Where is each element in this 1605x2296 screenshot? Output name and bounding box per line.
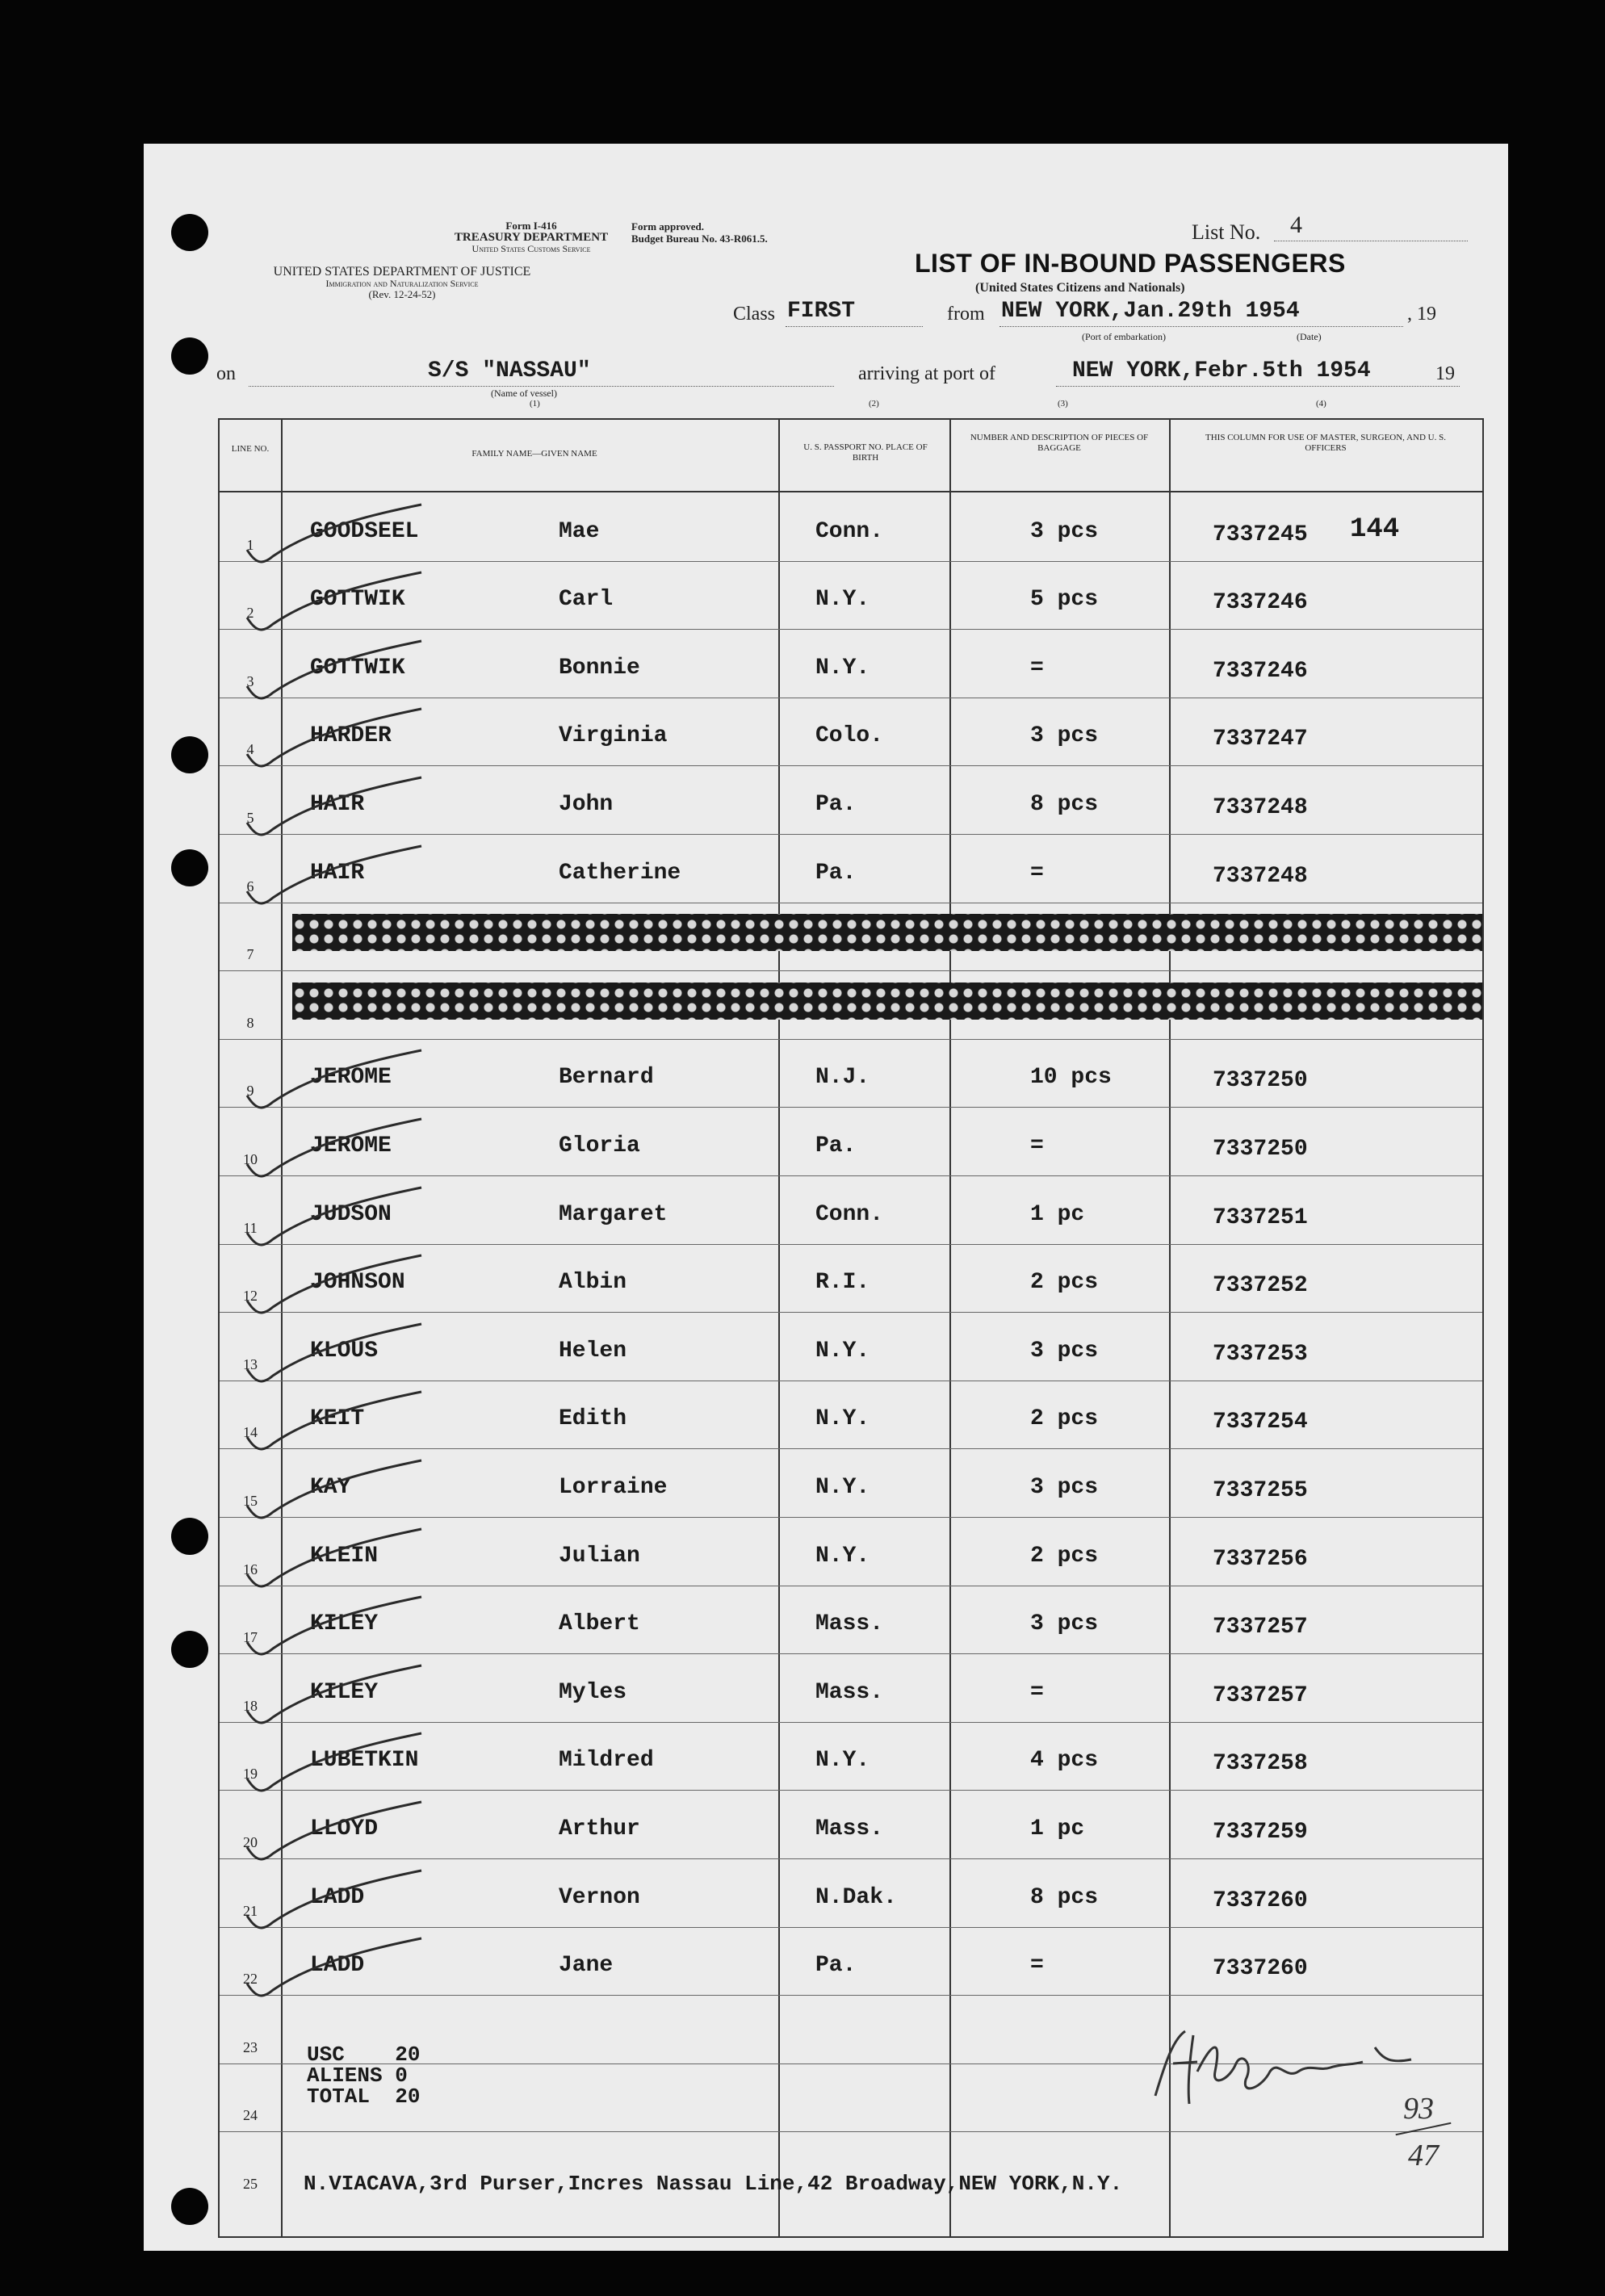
place-of-birth: Pa. [815, 791, 857, 817]
page-subtitle: (United States Citizens and Nationals) [975, 281, 1185, 295]
table-row [220, 1517, 1482, 1586]
form-header-justice [216, 266, 588, 300]
approved-text: Form approved. [631, 220, 705, 233]
place-of-birth: Pa. [815, 860, 857, 886]
officer-number: 7337250 [1213, 1068, 1308, 1094]
totals-usc: USC 20 [307, 2043, 421, 2067]
binder-hole [171, 2188, 208, 2225]
place-of-birth: N.Y. [815, 1406, 870, 1432]
given-name: Julian [559, 1543, 640, 1569]
row-line-number: 8 [246, 1014, 254, 1031]
given-name: Bernard [559, 1065, 654, 1091]
row-line-number: 15 [243, 1492, 258, 1509]
given-name: Mae [559, 518, 600, 544]
table-row [220, 561, 1482, 630]
given-name: Vernon [559, 1884, 640, 1910]
officer-number: 7337260 [1213, 1956, 1308, 1982]
binder-hole [171, 1518, 208, 1555]
baggage: 3 pcs [1030, 723, 1099, 749]
vessel-caption: (Name of vessel) [491, 388, 557, 399]
redaction-bar [292, 983, 1482, 1020]
baggage: 2 pcs [1030, 1406, 1099, 1432]
row-line-number: 25 [243, 2175, 258, 2192]
table-row [220, 1175, 1482, 1244]
baggage: = [1030, 655, 1044, 681]
family-name: LADD [310, 1953, 365, 1979]
treasury-department: TREASURY DEPARTMENT [454, 231, 609, 244]
row-line-number: 24 [243, 2107, 258, 2124]
vessel-name: S/S "NASSAU" [428, 358, 591, 383]
row-line-number: 13 [243, 1355, 258, 1372]
given-name: Carl [559, 587, 614, 613]
row-line-number: 18 [243, 1697, 258, 1714]
place-of-birth: N.Dak. [815, 1884, 897, 1910]
row-line-number: 20 [243, 1833, 258, 1850]
baggage: 8 pcs [1030, 791, 1099, 817]
family-name: JEROME [310, 1133, 392, 1158]
baggage: 3 pcs [1030, 518, 1099, 544]
baggage: 4 pcs [1030, 1748, 1099, 1774]
row-line-number: 2 [246, 605, 254, 622]
given-name: Albin [559, 1270, 627, 1296]
place-of-birth: N.Y. [815, 587, 870, 613]
place-of-birth: N.Y. [815, 1338, 870, 1364]
table-row [220, 1039, 1482, 1108]
col-num-2: (2) [869, 399, 879, 409]
redaction-bar [292, 914, 1482, 951]
binder-hole [171, 337, 208, 375]
arrival-value: NEW YORK,Febr.5th 1954 [1072, 358, 1371, 383]
baggage: = [1030, 1953, 1044, 1979]
given-name: Jane [559, 1953, 614, 1979]
row-line-number: 23 [243, 2038, 258, 2055]
row-line-number: 1 [246, 536, 254, 553]
place-of-birth: N.Y. [815, 1748, 870, 1774]
officer-number: 7337252 [1213, 1273, 1308, 1299]
family-name: HAIR [310, 791, 365, 817]
row-line-number: 4 [246, 741, 254, 758]
officer-number: 7337257 [1213, 1615, 1308, 1640]
form-approval [631, 220, 768, 245]
row-line-number: 21 [243, 1902, 258, 1919]
table-row [220, 1653, 1482, 1722]
place-of-birth: Conn. [815, 518, 884, 544]
port-caption: (Port of embarkation) [1082, 331, 1166, 342]
given-name: Catherine [559, 860, 681, 886]
arrival-suffix: 19 [1435, 363, 1455, 384]
justice-department: UNITED STATES DEPARTMENT OF JUSTICE [273, 265, 531, 279]
table-row [220, 629, 1482, 698]
family-name: JUDSON [310, 1201, 392, 1227]
place-of-birth: Mass. [815, 1816, 884, 1841]
family-name: GOTTWIK [310, 655, 405, 681]
totals-aliens: ALIENS 0 [307, 2063, 408, 2088]
given-name: Virginia [559, 723, 668, 749]
officer-number: 7337246 [1213, 590, 1308, 616]
col-num-1: (1) [530, 399, 540, 409]
notation-top: 93 [1403, 2092, 1434, 2126]
binder-hole [171, 1631, 208, 1668]
family-name: KLOUS [310, 1338, 379, 1364]
row-line-number: 17 [243, 1629, 258, 1646]
page-title: LIST OF IN-BOUND PASSENGERS [915, 249, 1346, 278]
totals-block [307, 2044, 420, 2107]
family-name: LLOYD [310, 1816, 379, 1841]
family-name: HAIR [310, 860, 365, 886]
baggage: 1 pc [1030, 1201, 1085, 1227]
given-name: Bonnie [559, 655, 640, 681]
given-name: Myles [559, 1679, 627, 1705]
family-name: HARDER [310, 723, 392, 749]
given-name: Gloria [559, 1133, 640, 1158]
table-row [220, 1107, 1482, 1175]
family-name: JOHNSON [310, 1270, 405, 1296]
row-line-number: 3 [246, 672, 254, 689]
officer-number: 7337248 [1213, 794, 1308, 820]
family-name: LUBETKIN [310, 1748, 419, 1774]
officer-number: 7337251 [1213, 1205, 1308, 1230]
col-num-4: (4) [1316, 399, 1326, 409]
officer-number: 7337256 [1213, 1546, 1308, 1572]
binder-hole [171, 849, 208, 886]
on-label: on [216, 363, 236, 384]
officer-number: 7337247 [1213, 727, 1308, 752]
date-caption: (Date) [1297, 331, 1322, 342]
place-of-birth: Pa. [815, 1133, 857, 1158]
given-name: Mildred [559, 1748, 654, 1774]
passenger-table [218, 418, 1484, 2238]
family-name: JEROME [310, 1065, 392, 1091]
table-row [220, 1448, 1482, 1517]
given-name: Albert [559, 1611, 640, 1637]
given-name: Margaret [559, 1201, 668, 1227]
row-line-number: 22 [243, 1971, 258, 1988]
officer-number: 7337258 [1213, 1751, 1308, 1777]
class-value: FIRST [787, 299, 856, 324]
family-name: KLEIN [310, 1543, 379, 1569]
place-of-birth: Pa. [815, 1953, 857, 1979]
place-of-birth: Conn. [815, 1201, 884, 1227]
family-name: LADD [310, 1884, 365, 1910]
table-row [220, 1790, 1482, 1858]
row-line-number: 16 [243, 1561, 258, 1577]
row-line-number: 11 [243, 1219, 258, 1236]
officer-number: 7337248 [1213, 863, 1308, 889]
officer-number: 7337250 [1213, 1136, 1308, 1162]
given-name: Edith [559, 1406, 627, 1432]
budget-bureau: Budget Bureau No. 43-R061.5. [631, 233, 768, 245]
officer-number: 7337255 [1213, 1477, 1308, 1503]
customs-service: United States Customs Service [471, 243, 591, 254]
table-row [220, 1586, 1482, 1654]
table-row [220, 1312, 1482, 1381]
table-row [220, 1927, 1482, 1996]
baggage: 5 pcs [1030, 587, 1099, 613]
given-name: Helen [559, 1338, 627, 1364]
row-line-number: 7 [246, 946, 254, 963]
baggage: = [1030, 1679, 1044, 1705]
baggage: 1 pc [1030, 1816, 1085, 1841]
officer-number: 7337246 [1213, 658, 1308, 684]
purser-line: N.VIACAVA,3rd Purser,Incres Nassau Line,42 Broadway,NEW YORK,N.Y. [304, 2172, 1123, 2196]
row-line-number: 10 [243, 1150, 258, 1167]
baggage: 8 pcs [1030, 1884, 1099, 1910]
baggage: 3 pcs [1030, 1338, 1099, 1364]
officer-number: 7337259 [1213, 1819, 1308, 1845]
table-row [220, 1858, 1482, 1927]
table-row [220, 698, 1482, 766]
place-of-birth: Mass. [815, 1679, 884, 1705]
col-num-3: (3) [1058, 399, 1068, 409]
totals-total: TOTAL 20 [307, 2084, 421, 2109]
baggage: = [1030, 1133, 1044, 1158]
baggage: 10 pcs [1030, 1065, 1112, 1091]
family-name: GOTTWIK [310, 587, 405, 613]
officer-number: 7337257 [1213, 1682, 1308, 1708]
family-name: GOODSEEL [310, 518, 419, 544]
table-row [220, 1722, 1482, 1791]
given-name: Arthur [559, 1816, 640, 1841]
baggage: = [1030, 860, 1044, 886]
notation-bottom: 47 [1408, 2139, 1439, 2172]
given-name: John [559, 791, 614, 817]
baggage: 2 pcs [1030, 1543, 1099, 1569]
place-of-birth: R.I. [815, 1270, 870, 1296]
baggage: 3 pcs [1030, 1474, 1099, 1500]
from-underline [999, 326, 1403, 327]
row-line-number: 5 [246, 809, 254, 826]
place-of-birth: N.Y. [815, 655, 870, 681]
ins-service: Immigration and Naturalization Service [325, 278, 479, 289]
table-row [220, 492, 1482, 561]
place-of-birth: Colo. [815, 723, 884, 749]
officer-note: 144 [1350, 513, 1400, 545]
table-row [220, 903, 1482, 971]
col-head-officers: THIS COLUMN FOR USE OF MASTER, SURGEON, AND U. S. OFFICERS [1205, 433, 1446, 453]
binder-hole [171, 736, 208, 773]
arrival-underline [1056, 386, 1460, 387]
table-row [220, 970, 1482, 1039]
table-row [220, 1244, 1482, 1313]
col-head-line: LINE NO. [231, 444, 270, 454]
row-line-number: 12 [243, 1288, 258, 1305]
place-of-birth: N.Y. [815, 1543, 870, 1569]
place-of-birth: N.J. [815, 1065, 870, 1091]
officer-number: 7337253 [1213, 1341, 1308, 1367]
col-head-passport: U. S. PASSPORT NO. PLACE OF BIRTH [803, 442, 928, 463]
binder-hole [171, 214, 208, 251]
class-label: Class [733, 304, 776, 325]
row-line-number: 9 [246, 1083, 254, 1100]
list-no-label: List No. [1192, 220, 1261, 244]
place-of-birth: Mass. [815, 1611, 884, 1637]
class-underline [786, 326, 923, 327]
col-head-name: FAMILY NAME—GIVEN NAME [471, 449, 597, 459]
row-line-number: 19 [243, 1766, 258, 1783]
table-row [220, 834, 1482, 903]
from-value: NEW YORK,Jan.29th 1954 [1001, 299, 1300, 324]
from-label: from [947, 304, 985, 325]
document-page [144, 144, 1508, 2251]
year-suffix: , 19 [1407, 304, 1436, 325]
officer-number: 7337245 [1213, 522, 1308, 547]
baggage: 2 pcs [1030, 1270, 1099, 1296]
officer-number: 7337260 [1213, 1887, 1308, 1913]
revision: (Rev. 12-24-52) [368, 288, 436, 300]
table-row [220, 765, 1482, 834]
place-of-birth: N.Y. [815, 1474, 870, 1500]
list-no-value: 4 [1290, 212, 1302, 238]
baggage: 3 pcs [1030, 1611, 1099, 1637]
row-line-number: 14 [243, 1424, 258, 1441]
family-name: KEIT [310, 1406, 365, 1432]
officer-number: 7337254 [1213, 1410, 1308, 1435]
given-name: Lorraine [559, 1474, 668, 1500]
col-head-baggage: NUMBER AND DESCRIPTION OF PIECES OF BAGGAGE [970, 433, 1149, 453]
vessel-underline [249, 386, 834, 387]
table-row [220, 1381, 1482, 1449]
arriving-label: arriving at port of [858, 363, 995, 384]
family-name: KAY [310, 1474, 351, 1500]
family-name: KILEY [310, 1679, 379, 1705]
form-number: Form I-416 [505, 220, 557, 232]
family-name: KILEY [310, 1611, 379, 1637]
row-line-number: 6 [246, 878, 254, 895]
